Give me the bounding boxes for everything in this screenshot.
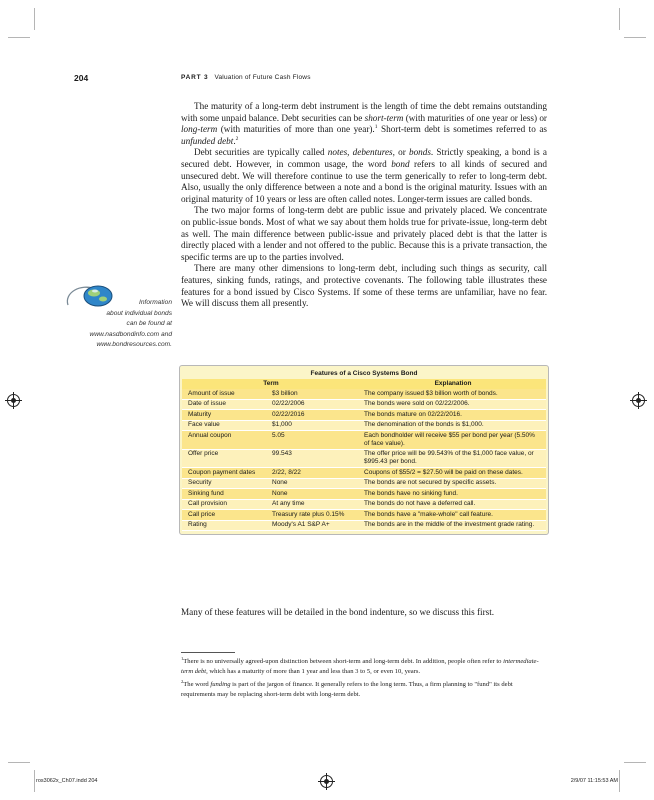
cell-value: At any time [268, 499, 360, 510]
key-term: short-term [364, 112, 404, 123]
table-row [182, 420, 546, 431]
page-number: 204 [74, 73, 89, 83]
table-row [182, 399, 546, 410]
crop-mark [8, 37, 30, 38]
table-row [182, 431, 546, 450]
crop-mark [619, 770, 620, 792]
key-term: bonds [408, 147, 431, 158]
cell-value: $3 billion [268, 389, 360, 399]
paragraph: There are many other dimensions to long-term debt, including such things as security, call features, sinking funds, ratings, and protective covenants. The following table illustrates these features for a bond issued by Cisco Systems. If some of these terms are unfamiliar, have no fear. We will discuss them all presently. [181, 263, 547, 309]
running-header [181, 74, 311, 81]
table-row [182, 520, 546, 531]
cell-value: 02/22/2016 [268, 410, 360, 421]
cell-explanation: The company issued $3 billion worth of bonds. [360, 389, 546, 399]
table-row [182, 499, 546, 510]
table-header-row [182, 379, 546, 389]
crop-mark [619, 8, 620, 30]
footnote: $^1$There is no universally agreed-upon distinction between short-term and long-term debt. In addition, people often refer to intermediate-term debt, which has a maturity of more than 1 year and less than 3 to 5, or even 10, years. [181, 655, 539, 675]
cell-term: Security [182, 478, 268, 489]
body-text [181, 101, 547, 310]
footnote-ref[interactable]: 2 [235, 135, 239, 142]
margin-note-text: Information about individual bonds can be found at www.nasdbondinfo.com and www.bondresources.com. [89, 299, 172, 348]
cell-value: Treasury rate plus 0.15% [268, 510, 360, 521]
table-row [182, 449, 546, 468]
print-slug-file: ros3062x_Ch07.indd 204 [36, 778, 98, 784]
crop-mark [624, 762, 646, 763]
column-header-term: Term [182, 379, 360, 389]
print-slug-timestamp: 2/9/07 11:15:53 AM [570, 778, 618, 784]
cell-value: 99.543 [268, 449, 360, 468]
table-row [182, 478, 546, 489]
paragraph: Debt securities are typically called notes, debentures, or bonds. Strictly speaking, a bond is a secured debt. However, in common usage, the word bond refers to all kinds of secured and unsecured debt. We will therefore continue to use the term generically to refer to long-term debt. Also, usually the only difference between a note and a bond is the original maturity. Issues with an original maturity of 10 years or less are often called notes. Longer-term issues are called bonds. [181, 147, 547, 204]
cell-term: Maturity [182, 410, 268, 421]
cell-explanation: The bonds were sold on 02/22/2006. [360, 399, 546, 410]
table-row [182, 389, 546, 399]
footnote: $^2$The word funding is part of the jargon of finance. It generally refers to the long term. Thus, a firm planning to "fund" its debt requirements may be replacing short-term debt with long-term debt. [181, 679, 513, 698]
footnote-rule [181, 652, 235, 653]
key-term: notes, debentures, [327, 147, 395, 158]
link[interactable]: www.bondresources.com. [96, 341, 172, 348]
paragraph: The maturity of a long-term debt instrument is the length of time the debt remains outstanding with some unpaid balance. Debt securities can be short-term (with maturities of one year or less) or long-term (with maturities of more than one year).$^1$ Short-term debt is sometimes referred to as unfunded debt.$^2$ [181, 101, 547, 146]
cell-explanation: The bonds do not have a deferred call. [360, 499, 546, 510]
cell-explanation: Coupons of $55/2 = $27.50 will be paid on these dates. [360, 468, 546, 479]
crop-mark [624, 37, 646, 38]
cell-value: $1,000 [268, 420, 360, 431]
table-row [182, 410, 546, 421]
cell-term: Face value [182, 420, 268, 431]
cell-term: Date of issue [182, 399, 268, 410]
registration-mark-icon [7, 394, 20, 407]
cell-term: Amount of issue [182, 389, 268, 399]
cell-explanation: The denomination of the bonds is $1,000. [360, 420, 546, 431]
cell-value: None [268, 489, 360, 500]
crop-mark [34, 8, 35, 30]
cell-explanation: The offer price will be 99.543% of the $1,000 face value, or $995.43 per bond. [360, 449, 546, 468]
key-term: unfunded debt [181, 135, 234, 146]
key-term: long-term [181, 124, 218, 135]
cell-value: 2/22, 8/22 [268, 468, 360, 479]
cell-explanation: The bonds are not secured by specific assets. [360, 478, 546, 489]
cell-value: Moody's A1 S&P A+ [268, 520, 360, 531]
footnotes [181, 657, 547, 703]
registration-mark-icon [632, 394, 645, 407]
paragraph: The two major forms of long-term debt are public issue and privately placed. We concentrate on public-issue bonds. Most of what we say about them holds true for private-issue, long-term debt as well. The main difference between public-issue and privately placed debt is that the latter is directly placed with a lender and not offered to the public. Because this is a private transaction, the specific terms are up to the parties involved. [181, 205, 547, 262]
table-caption: Features of a Cisco Systems Bond [310, 370, 418, 377]
cell-explanation: The bonds have no sinking fund. [360, 489, 546, 500]
cell-value: 5.05 [268, 431, 360, 450]
cell-value: None [268, 478, 360, 489]
table [182, 379, 546, 531]
footnote-ref[interactable]: 1 [374, 124, 378, 131]
cell-explanation: The bonds have a "make-whole" call feature. [360, 510, 546, 521]
section-title: Valuation of Future Cash Flows [214, 74, 311, 81]
cell-term: Call provision [182, 499, 268, 510]
key-term: bond [391, 158, 410, 169]
crop-mark [8, 762, 30, 763]
cell-term: Coupon payment dates [182, 468, 268, 479]
cell-explanation: Each bondholder will receive $55 per bond per year (5.50% of face value). [360, 431, 546, 450]
crop-mark [34, 770, 35, 792]
registration-mark-icon [320, 775, 333, 788]
paragraph: Many of these features will be detailed in the bond indenture, so we discuss this first. [181, 607, 495, 617]
cell-explanation: The bonds mature on 02/22/2016. [360, 410, 546, 421]
cell-term: Offer price [182, 449, 268, 468]
cell-term: Rating [182, 520, 268, 531]
part-label: PART 3 [181, 74, 209, 81]
cell-explanation: The bonds are in the middle of the investment grade rating. [360, 520, 546, 531]
bond-features-table [179, 365, 549, 535]
table-row [182, 489, 546, 500]
cell-term: Call price [182, 510, 268, 521]
link[interactable]: www.nasdbondinfo.com and [89, 330, 172, 338]
cell-value: 02/22/2006 [268, 399, 360, 410]
column-header-explanation: Explanation [360, 379, 546, 389]
cell-term: Sinking fund [182, 489, 268, 500]
table-row [182, 510, 546, 521]
table-row [182, 468, 546, 479]
cell-term: Annual coupon [182, 431, 268, 450]
